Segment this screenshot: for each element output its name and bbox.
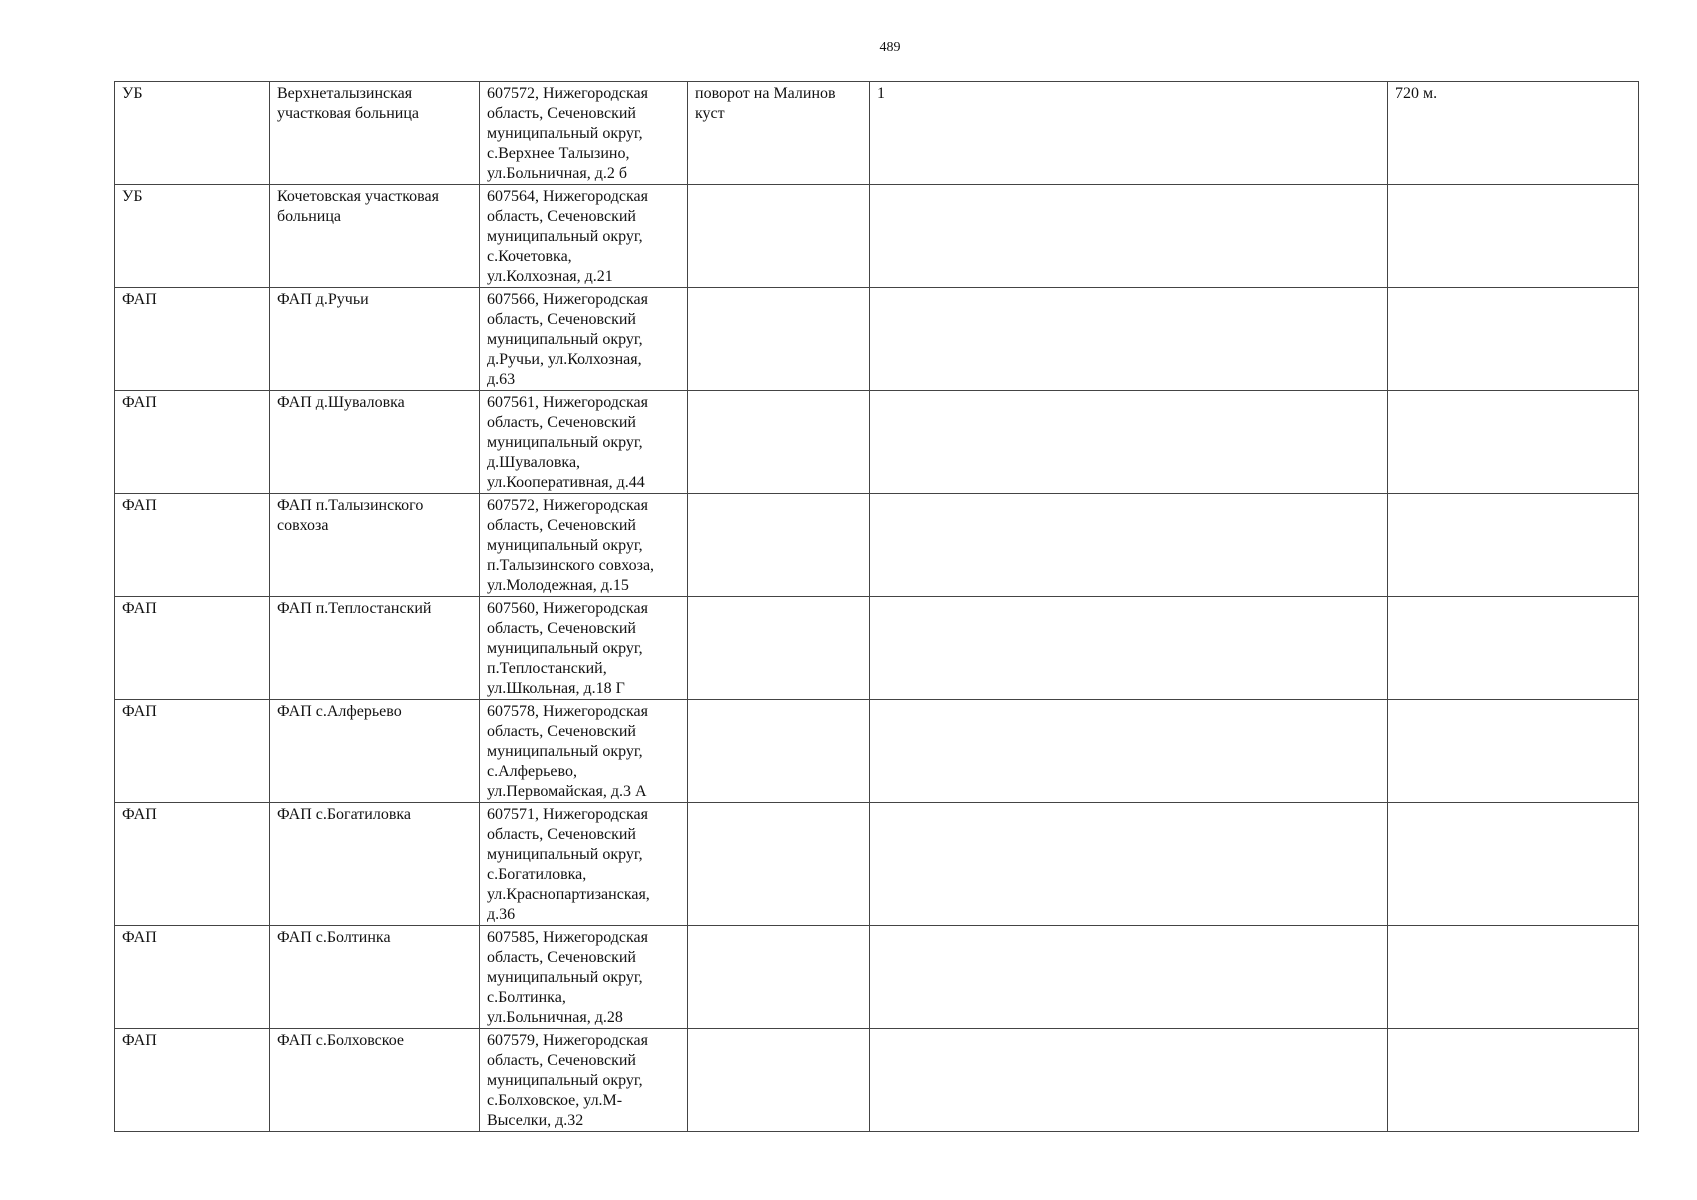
- address-line: область, Сеченовский: [487, 620, 636, 637]
- address-line: область, Сеченовский: [487, 723, 636, 740]
- type-cell: [115, 926, 270, 1029]
- address-line: с.Кочетовка,: [487, 248, 572, 265]
- distance-cell: [1388, 82, 1639, 185]
- address-line: муниципальный округ,: [487, 969, 643, 986]
- count-cell: [870, 82, 1388, 185]
- table-row: [115, 597, 1639, 700]
- distance-cell: [1388, 288, 1639, 391]
- type-text: ФАП: [122, 394, 157, 411]
- name-text: ФАП п.Талызинского совхоза: [277, 497, 424, 534]
- address-line: 607578, Нижегородская: [487, 703, 648, 720]
- name-text: ФАП п.Теплостанский: [277, 600, 432, 617]
- table-row: [115, 494, 1639, 597]
- type-text: ФАП: [122, 806, 157, 823]
- distance-cell: [1388, 185, 1639, 288]
- distance-cell: [1388, 391, 1639, 494]
- count-cell: [870, 288, 1388, 391]
- address-line: область, Сеченовский: [487, 105, 636, 122]
- count-cell: [870, 391, 1388, 494]
- address-line: муниципальный округ,: [487, 640, 643, 657]
- type-text: УБ: [122, 188, 143, 205]
- address-line: муниципальный округ,: [487, 331, 643, 348]
- type-cell: [115, 1029, 270, 1132]
- name-cell: [270, 391, 480, 494]
- type-cell: [115, 82, 270, 185]
- table-row: [115, 82, 1639, 185]
- address-line: муниципальный округ,: [487, 125, 643, 142]
- type-cell: [115, 700, 270, 803]
- address-cell: [480, 1029, 688, 1132]
- type-text: ФАП: [122, 929, 157, 946]
- name-cell: [270, 1029, 480, 1132]
- route-cell: [688, 288, 870, 391]
- name-cell: [270, 700, 480, 803]
- address-cell: [480, 597, 688, 700]
- name-text: ФАП с.Алферьево: [277, 703, 402, 720]
- table-row: [115, 288, 1639, 391]
- table-row: [115, 926, 1639, 1029]
- distance-cell: [1388, 803, 1639, 926]
- type-cell: [115, 597, 270, 700]
- distance-cell: [1388, 926, 1639, 1029]
- address-line: с.Болховское, ул.М-: [487, 1092, 623, 1109]
- address-line: ул.Молодежная, д.15: [487, 577, 629, 594]
- type-cell: [115, 494, 270, 597]
- address-line: 607564, Нижегородская: [487, 188, 648, 205]
- table-row: [115, 185, 1639, 288]
- name-cell: [270, 288, 480, 391]
- address-cell: [480, 803, 688, 926]
- count-cell: [870, 185, 1388, 288]
- address-line: с.Богатиловка,: [487, 866, 587, 883]
- name-cell: [270, 185, 480, 288]
- address-line: ул.Больничная, д.28: [487, 1009, 623, 1026]
- address-line: область, Сеченовский: [487, 208, 636, 225]
- distance-text: 720 м.: [1395, 85, 1438, 102]
- count-cell: [870, 926, 1388, 1029]
- type-cell: [115, 288, 270, 391]
- count-cell: [870, 803, 1388, 926]
- address-line: д.36: [487, 906, 516, 923]
- count-cell: [870, 494, 1388, 597]
- type-text: ФАП: [122, 291, 157, 308]
- address-line: муниципальный округ,: [487, 743, 643, 760]
- name-text: ФАП д.Ручьи: [277, 291, 369, 308]
- table-row: [115, 700, 1639, 803]
- table-row: [115, 391, 1639, 494]
- name-text: ФАП д.Шуваловка: [277, 394, 405, 411]
- route-text: поворот на Малинов куст: [695, 85, 836, 122]
- address-line: с.Болтинка,: [487, 989, 566, 1006]
- address-line: область, Сеченовский: [487, 949, 636, 966]
- name-text: Верхнеталызинская участковая больница: [277, 85, 420, 122]
- address-line: область, Сеченовский: [487, 826, 636, 843]
- name-text: ФАП с.Болховское: [277, 1032, 405, 1049]
- count-text: 1: [877, 85, 885, 102]
- name-text: ФАП с.Богатиловка: [277, 806, 412, 823]
- address-cell: [480, 700, 688, 803]
- distance-cell: [1388, 597, 1639, 700]
- address-line: д.Шуваловка,: [487, 454, 581, 471]
- address-line: 607579, Нижегородская: [487, 1032, 648, 1049]
- address-line: п.Талызинского совхоза,: [487, 557, 655, 574]
- address-line: область, Сеченовский: [487, 1052, 636, 1069]
- type-text: ФАП: [122, 600, 157, 617]
- address-line: область, Сеченовский: [487, 517, 636, 534]
- address-line: ул.Первомайская, д.3 А: [487, 783, 647, 800]
- route-cell: [688, 494, 870, 597]
- address-line: д.Ручьи, ул.Колхозная,: [487, 351, 642, 368]
- count-cell: [870, 1029, 1388, 1132]
- address-cell: [480, 494, 688, 597]
- type-cell: [115, 391, 270, 494]
- address-line: 607561, Нижегородская: [487, 394, 648, 411]
- address-line: 607572, Нижегородская: [487, 85, 648, 102]
- address-line: ул.Краснопартизанская,: [487, 886, 650, 903]
- name-cell: [270, 926, 480, 1029]
- address-line: 607566, Нижегородская: [487, 291, 648, 308]
- address-line: область, Сеченовский: [487, 311, 636, 328]
- route-cell: [688, 700, 870, 803]
- name-text: ФАП с.Болтинка: [277, 929, 391, 946]
- route-cell: [688, 391, 870, 494]
- name-cell: [270, 803, 480, 926]
- address-line: с.Верхнее Талызино,: [487, 145, 630, 162]
- address-line: ул.Колхозная, д.21: [487, 268, 613, 285]
- address-cell: [480, 185, 688, 288]
- route-cell: [688, 1029, 870, 1132]
- address-line: п.Теплостанский,: [487, 660, 607, 677]
- address-line: 607585, Нижегородская: [487, 929, 648, 946]
- page-number: 489: [879, 40, 901, 55]
- count-cell: [870, 597, 1388, 700]
- address-cell: [480, 288, 688, 391]
- address-line: муниципальный округ,: [487, 434, 643, 451]
- route-cell: [688, 803, 870, 926]
- route-cell: [688, 82, 870, 185]
- route-cell: [688, 185, 870, 288]
- distance-cell: [1388, 700, 1639, 803]
- type-text: УБ: [122, 85, 143, 102]
- table-row: [115, 803, 1639, 926]
- address-line: муниципальный округ,: [487, 1072, 643, 1089]
- address-line: ул.Школьная, д.18 Г: [487, 680, 625, 697]
- address-line: с.Алферьево,: [487, 763, 577, 780]
- name-cell: [270, 494, 480, 597]
- route-cell: [688, 597, 870, 700]
- type-text: ФАП: [122, 497, 157, 514]
- address-line: Выселки, д.32: [487, 1112, 584, 1129]
- address-line: ул.Кооперативная, д.44: [487, 474, 645, 491]
- address-line: 607571, Нижегородская: [487, 806, 648, 823]
- name-cell: [270, 597, 480, 700]
- type-text: ФАП: [122, 703, 157, 720]
- type-cell: [115, 185, 270, 288]
- route-cell: [688, 926, 870, 1029]
- address-cell: [480, 82, 688, 185]
- address-line: муниципальный округ,: [487, 228, 643, 245]
- table-row: [115, 1029, 1639, 1132]
- address-cell: [480, 391, 688, 494]
- distance-cell: [1388, 1029, 1639, 1132]
- count-cell: [870, 700, 1388, 803]
- name-cell: [270, 82, 480, 185]
- address-line: д.63: [487, 371, 516, 388]
- address-line: 607572, Нижегородская: [487, 497, 648, 514]
- distance-cell: [1388, 494, 1639, 597]
- name-text: Кочетовская участковая больница: [277, 188, 439, 225]
- facilities-table: [114, 81, 1639, 1132]
- type-cell: [115, 803, 270, 926]
- address-line: 607560, Нижегородская: [487, 600, 648, 617]
- address-line: муниципальный округ,: [487, 846, 643, 863]
- address-line: ул.Больничная, д.2 б: [487, 165, 628, 182]
- address-line: муниципальный округ,: [487, 537, 643, 554]
- address-line: область, Сеченовский: [487, 414, 636, 431]
- type-text: ФАП: [122, 1032, 157, 1049]
- address-cell: [480, 926, 688, 1029]
